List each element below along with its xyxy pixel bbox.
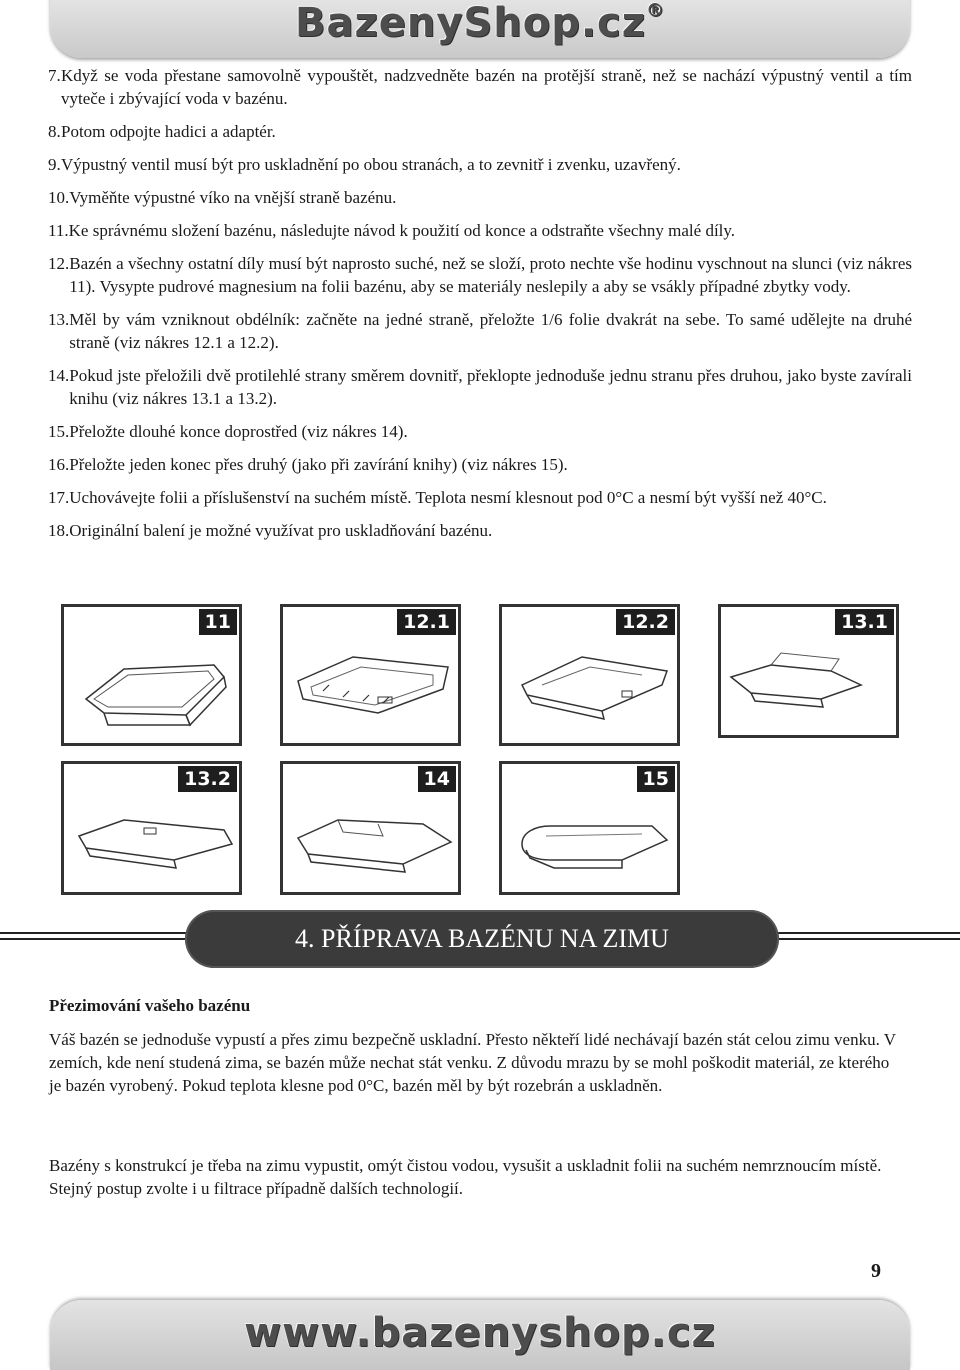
step-number: 14. [48,366,70,385]
figure-11 [61,604,242,746]
winter-subheading: Přezimování vašeho bazénu [49,996,251,1015]
step-text: Výpustný ventil musí být pro uskladnění po obou stranách, a to zevnitř i zvenku, uzavřený. [61,155,681,174]
figure-12-1 [280,604,461,746]
header-bar [50,0,910,58]
figure-label: 11 [199,609,237,635]
figure-12-2 [499,604,680,746]
figure-label: 13.1 [835,609,894,635]
step-number: 12. [48,254,70,273]
step-number: 17. [48,488,70,507]
step-11 [48,219,912,242]
figure-label: 15 [637,766,675,792]
step-7 [48,64,912,110]
figure-label: 13.2 [178,766,237,792]
step-number: 9. [48,155,61,174]
page-number: 9 [871,1260,881,1282]
registered-mark: ® [646,0,666,21]
step-number: 11. [48,221,69,240]
step-text: Pokud jste přeložili dvě protilehlé strany směrem dovnitř, překlopte jednoduše jednu stranu přes druhou, jako byste zavírali knihu (viz nákres 13.1 a 13.2). [69,366,912,408]
figure-13-1 [718,604,899,738]
step-text: Přeložte jeden konec přes druhý (jako při zavírání knihy) (viz nákres 15). [69,455,568,474]
figure-label: 12.1 [397,609,456,635]
step-10 [48,186,912,209]
step-13 [48,308,912,354]
figure-13-2 [61,761,242,895]
step-text: Bazén a všechny ostatní díly musí být naprosto suché, než se složí, proto nechte vše hodinu vyschnout na slunci (viz nákres 11). Vysypte pudrové magnesium na folii bazénu, aby se materiály neslepily a aby se vsákly případné zbytky vody. [69,254,912,296]
step-number: 15. [48,422,70,441]
step-12 [48,252,912,298]
footer-bar [50,1300,910,1370]
brand-logo[interactable] [50,0,910,46]
step-text: Ke správnému složení bazénu, následujte návod k použití od konce a odstraňte všechny malé díly. [68,221,736,240]
step-text: Přeložte dlouhé konce doprostřed (viz nákres 14). [69,422,408,441]
folding-figures [61,604,901,895]
instruction-steps [48,64,912,552]
step-number: 7. [48,66,61,85]
step-number: 18. [48,521,70,540]
step-number: 8. [48,122,61,141]
figure-label: 14 [418,766,456,792]
figure-15 [499,761,680,895]
step-text: Měl by vám vzniknout obdélník: začněte na jedné straně, přeložte 1/6 folie dvakrát na sebe. To samé udělejte na druhé straně (viz nákres 12.1 a 12.2). [69,310,912,352]
step-15 [48,420,912,443]
step-9 [48,153,912,176]
step-16 [48,453,912,476]
step-text: Originální balení je možné využívat pro uskladňování bazénu. [69,521,493,540]
figure-14 [280,761,461,895]
logo-text: BazenyShop.cz [294,0,647,46]
section-banner [185,910,779,968]
step-number: 13. [48,310,70,329]
step-8 [48,120,912,143]
step-18 [48,519,912,542]
step-text: Když se voda přestane samovolně vypouštět, nadzvedněte bazén na protější straně, než se nachází výpustný ventil a tím vyteče i zbývající voda v bazénu. [61,66,912,108]
step-17 [48,486,912,509]
step-text: Uchovávejte folii a příslušenství na suchém místě. Teplota nesmí klesnout pod 0°C a nesmí být vyšší než 40°C. [69,488,827,507]
winter-paragraph-1: Váš bazén se jednoduše vypustí a přes zimu bezpečně uskladní. Přesto někteří lidé nechávají bazén stát celou zimu venku. V zemích, kde není studená zima, se bazén může nechat stát venku. Z důvodu mrazu by se mohl poškodit materiál, ze kterého je bazén vyrobený. Pokud teplota klesne pod 0°C, bazén měl by být rozebrán a uskladněn. [49,1030,896,1095]
step-text: Vyměňte výpustné víko na vnější straně bazénu. [69,188,397,207]
section-title: 4. PŘÍPRAVA BAZÉNU NA ZIMU [295,924,669,953]
step-number: 10. [48,188,70,207]
footer-url-link[interactable]: www.bazenyshop.cz [244,1310,716,1356]
figure-label: 12.2 [616,609,675,635]
winter-paragraph-2: Bazény s konstrukcí je třeba na zimu vypustit, omýt čistou vodou, vysušit a uskladnit folii na suchém nemrznoucím místě. Stejný postup zvolte i u filtrace případně dalších technologií. [49,1156,882,1198]
step-text: Potom odpojte hadici a adaptér. [61,122,276,141]
step-14 [48,364,912,410]
step-number: 16. [48,455,70,474]
